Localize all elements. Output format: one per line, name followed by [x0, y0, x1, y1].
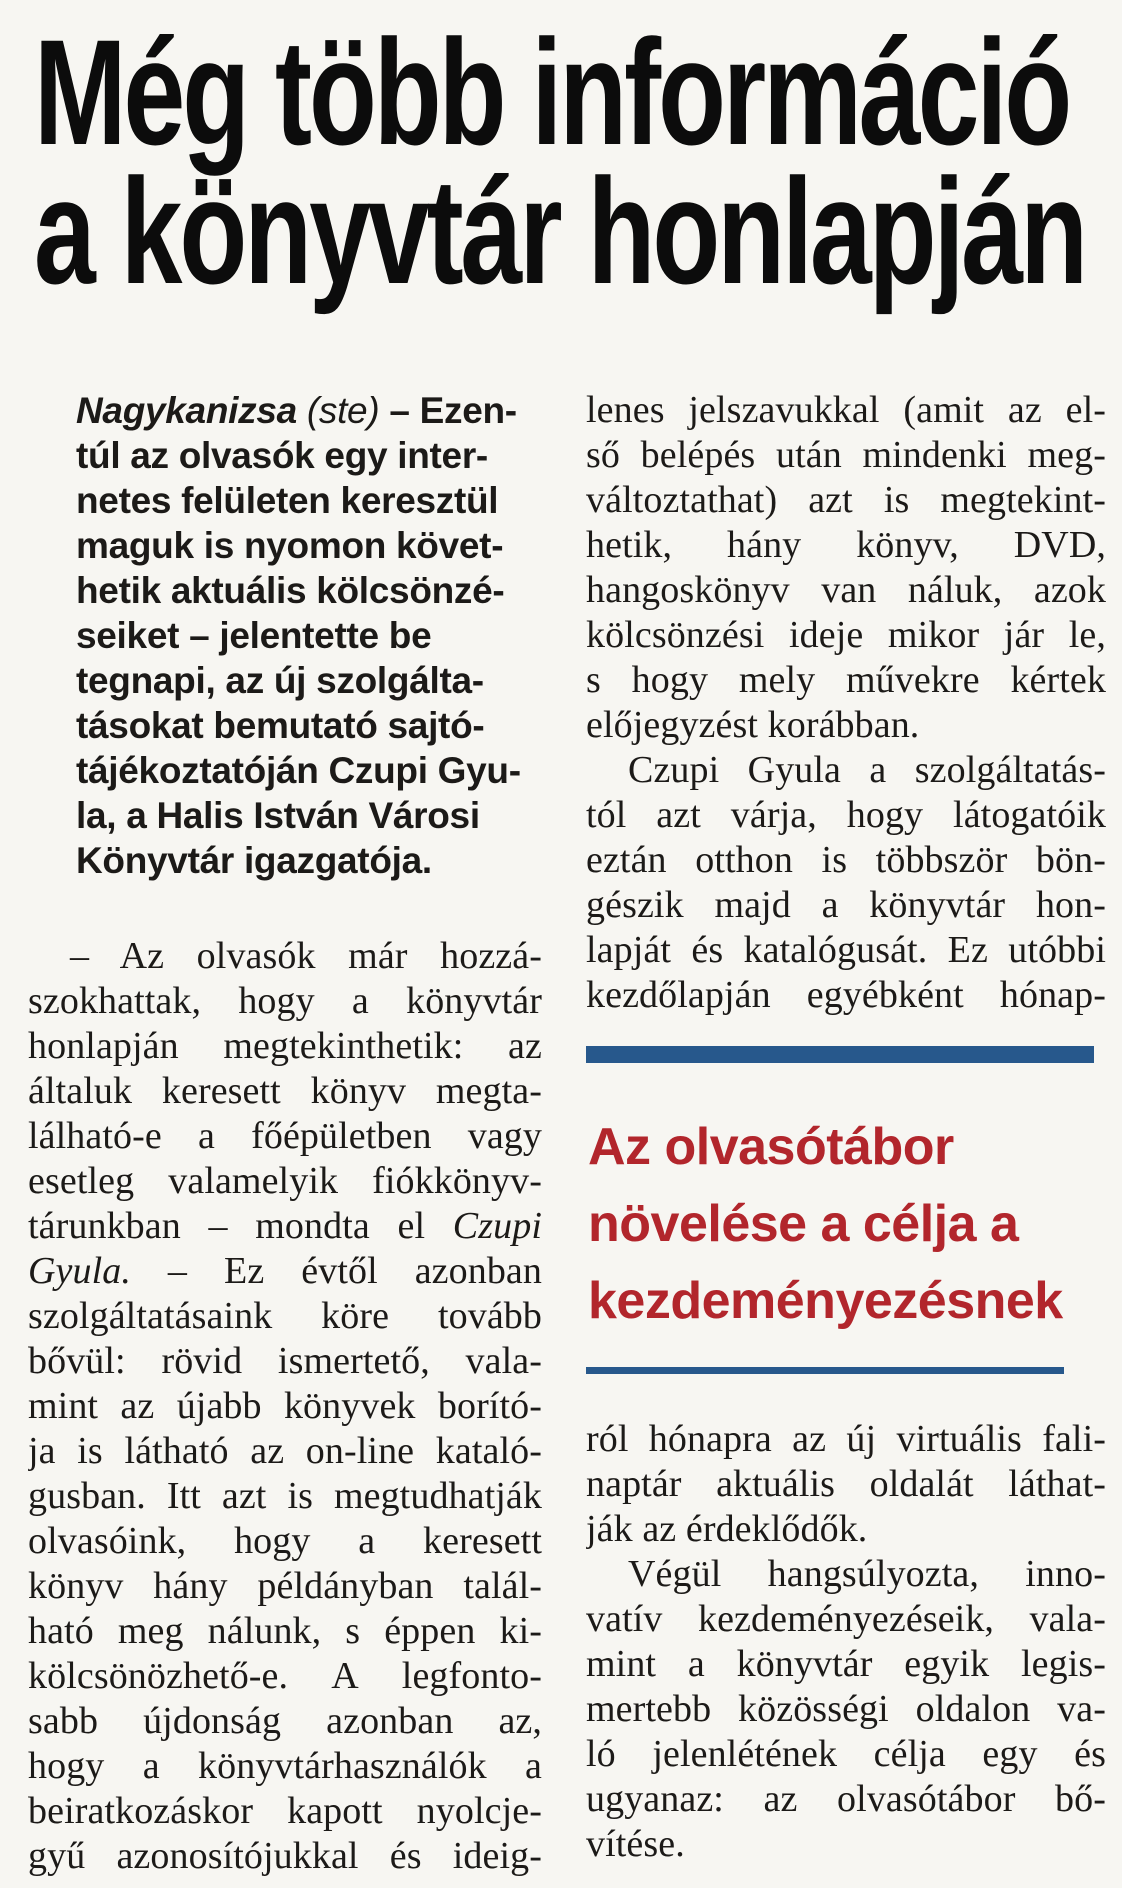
text-line: túl az olvasók egy inter- [76, 435, 488, 476]
text-line: Czupi Gyula a szolgáltatás- [628, 749, 1106, 791]
text-line: gyű azonosítójukkal és ideig- [28, 1835, 542, 1877]
text-line: hetik aktuális kölcsönzé- [76, 570, 505, 611]
text-line: változtathat) azt is megtekint- [586, 479, 1106, 521]
text-line: lapját és katalógusát. Ez utóbbi [586, 929, 1106, 971]
text-line: könyv hány példányban talál- [28, 1565, 542, 1607]
text-line: kölcsönzési ideje mikor jár le, [586, 614, 1106, 656]
body-paragraph-left [28, 934, 542, 1879]
text-line: netes felületen keresztül [76, 480, 499, 521]
left-column [28, 388, 542, 1879]
text-line: ról hónapra az új virtuális fali- [586, 1418, 1106, 1460]
text-line: kezdőlapján egyébként hónap- [586, 974, 1106, 1016]
text-line: gészik majd a könyvtár hon- [586, 884, 1106, 926]
body-paragraph-right-1 [586, 388, 1106, 748]
headline-line-2-text: a könyvtár honlapján [34, 147, 1086, 315]
text-line: hogy a könyvtárhasználók a [28, 1745, 542, 1787]
text-line: – Az olvasók már hozzá- [70, 935, 542, 977]
pull-quote [588, 1109, 1106, 1340]
right-column [586, 388, 1106, 1867]
text-line: vítése. [586, 1823, 685, 1865]
body-paragraph-right-4 [586, 1552, 1106, 1867]
text-line: ható meg nálunk, s éppen ki- [28, 1610, 542, 1652]
text-line: olvasóink, hogy a keresett [28, 1520, 542, 1562]
text-line: ső belépés után mindenki meg- [586, 434, 1106, 476]
text-line: tárunkban – mondta el Czupi [28, 1205, 542, 1247]
text-line: s hogy mely művekre kértek [586, 659, 1106, 701]
text-line: bővül: rövid ismertető, vala- [28, 1340, 542, 1382]
text-line: szokhattak, hogy a könyvtár [28, 980, 542, 1022]
text-line: Könyvtár igazgatója. [76, 840, 432, 881]
text-line: hangoskönyv van náluk, azok [586, 569, 1106, 611]
text-line: szolgáltatásaink köre tovább [28, 1295, 542, 1337]
text-line: Végül hangsúlyozta, inno- [628, 1553, 1106, 1595]
text-line: lálható-e a főépületben vagy [28, 1115, 542, 1157]
text-line: általuk keresett könyv megta- [28, 1070, 542, 1112]
text-line: beiratkozáskor kapott nyolcje- [28, 1790, 542, 1832]
text-line: Az olvasótábor [588, 1118, 954, 1176]
pull-quote-top-rule [586, 1046, 1094, 1063]
text-line: gusban. Itt azt is megtudhatják [28, 1475, 542, 1517]
text-line: hetik, hány könyv, DVD, [586, 524, 1106, 566]
headline-line-1-text: Még több információ [34, 8, 1070, 176]
text-line: tásokat bemutató sajtó- [76, 705, 485, 746]
text-line: eztán otthon is többször bön- [586, 839, 1106, 881]
text-line: mint a könyvtár egyik legis- [586, 1643, 1106, 1685]
text-line: tegnapi, az új szolgálta- [76, 660, 484, 701]
article-columns [28, 388, 1122, 1879]
text-line: ja is látható az on-line kataló- [28, 1430, 542, 1472]
text-line: maguk is nyomon követ- [76, 525, 504, 566]
article-headline [0, 0, 1122, 315]
text-line: lenes jelszavukkal (amit az el- [586, 389, 1106, 431]
text-line: sabb újdonság azonban az, [28, 1700, 542, 1742]
text-line: mertebb közösségi oldalon va- [586, 1688, 1106, 1730]
text-line: előjegyzést korábban. [586, 704, 920, 746]
text-line: mint az újabb könyvek borító- [28, 1385, 542, 1427]
text-line: kezdeményezésnek [588, 1272, 1063, 1330]
text-line: Gyula. – Ez évtől azonban [28, 1250, 542, 1292]
text-line: tól azt várja, hogy látogatóik [586, 794, 1106, 836]
text-line: seiket – jelentette be [76, 615, 432, 656]
headline-line-1 [34, 8, 1070, 176]
text-line: ják az érdeklődők. [586, 1508, 868, 1550]
text-line: ló jelenlétének célja egy és [586, 1733, 1106, 1775]
text-line: esetleg valamelyik fiókkönyv- [28, 1160, 542, 1202]
body-paragraph-right-2 [586, 748, 1106, 1018]
text-line: tájékoztatóján Czupi Gyu- [76, 750, 521, 791]
text-line: naptár aktuális oldalát láthat- [586, 1463, 1106, 1505]
text-line: Nagykanizsa (ste) – Ezen- [76, 390, 517, 431]
lead-paragraph [76, 388, 542, 883]
text-line: la, a Halis István Városi [76, 795, 480, 836]
text-line: vatív kezdeményezéseik, vala- [586, 1598, 1106, 1640]
body-paragraph-right-3 [586, 1417, 1106, 1552]
text-line: kölcsönözhető-e. A legfonto- [28, 1655, 542, 1697]
text-line: honlapján megtekinthetik: az [28, 1025, 542, 1067]
pull-quote-bottom-rule [586, 1367, 1064, 1374]
text-line: növelése a célja a [588, 1195, 1019, 1253]
text-line: ugyanaz: az olvasótábor bő- [586, 1778, 1106, 1820]
headline-line-2 [34, 147, 1086, 315]
